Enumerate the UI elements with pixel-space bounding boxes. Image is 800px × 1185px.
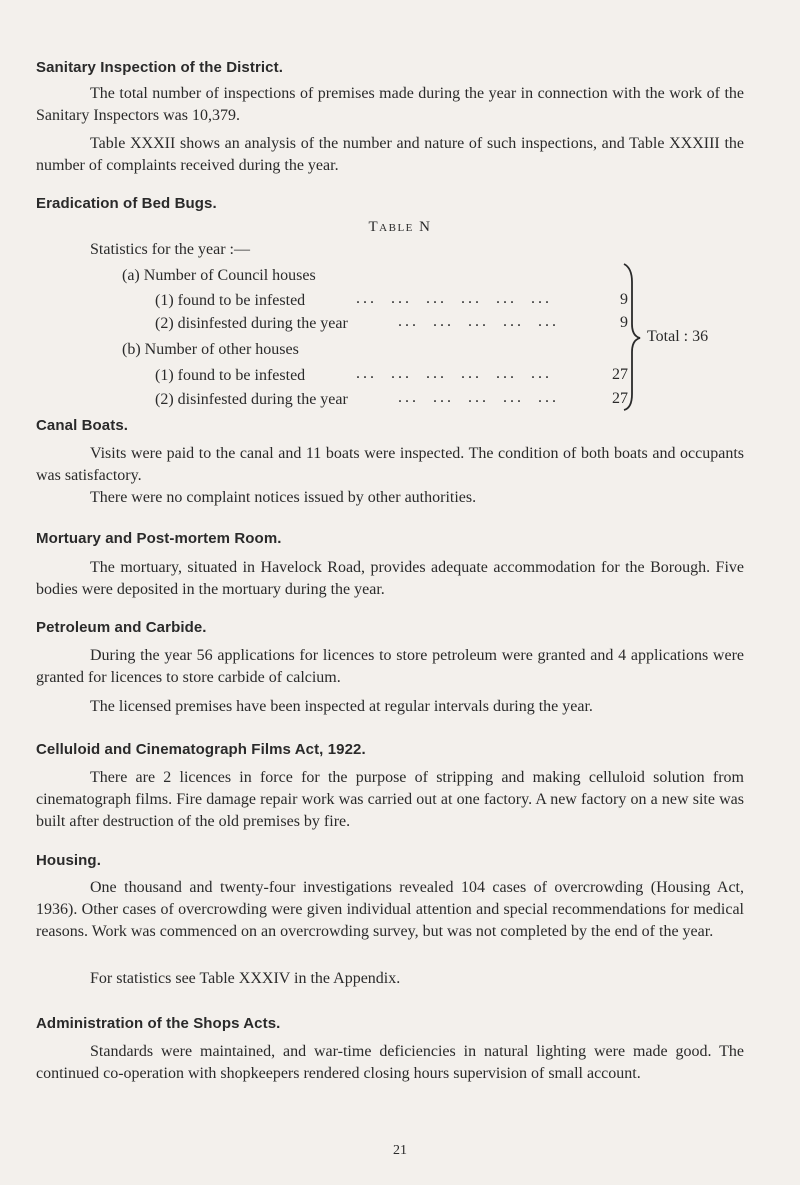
canal-paragraph-2 — [36, 487, 744, 509]
sanitary-paragraph-2 — [36, 133, 744, 177]
sanitary-paragraph-1 — [36, 83, 744, 127]
celluloid-paragraph-1 — [36, 767, 744, 833]
section-heading: Mortuary and Post-mortem Room. — [36, 530, 282, 547]
section-heading: Celluloid and Cinematograph Films Act, 1922. — [36, 741, 366, 758]
section-sanitary-inspection — [36, 59, 744, 76]
section-heading: Eradication of Bed Bugs. — [36, 195, 217, 212]
section-canal-boats — [36, 417, 744, 434]
paragraph: During the year 56 applications for licences to store petroleum were granted and 4 applications were granted for licences to store carbide of calcium. — [36, 647, 744, 686]
paragraph: There were no complaint notices issued by other authorities. — [90, 489, 477, 506]
section-heading: Sanitary Inspection of the District. — [36, 59, 283, 76]
stats-label: Statistics for the year :— — [90, 241, 250, 258]
row-other-disinfested: (2) disinfested during the year — [155, 391, 348, 408]
paragraph: The licensed premises have been inspected at regular intervals during the year. — [90, 698, 593, 715]
section-bed-bugs — [36, 195, 744, 212]
mortuary-paragraph-1 — [36, 557, 744, 601]
section-heading: Housing. — [36, 852, 101, 869]
paragraph: Visits were paid to the canal and 11 boats were inspected. The condition of both boats and occupants was satisfactory. — [36, 445, 744, 484]
section-heading: Petroleum and Carbide. — [36, 619, 207, 636]
row-other-houses: (b) Number of other houses — [122, 341, 299, 358]
paragraph: There are 2 licences in force for the purpose of stripping and making celluloid solution from cinematograph films. Fire damage repair work was carried out at one factory. A new factory on a new site was built after destruction of the old premises by fire. — [36, 769, 744, 830]
canal-paragraph-1 — [36, 443, 744, 487]
right-brace — [620, 262, 650, 412]
paragraph: The mortuary, situated in Havelock Road, provides adequate accommodation for the Borough. Five bodies were deposited in the mortuary during the year. — [36, 559, 744, 598]
section-housing — [36, 852, 744, 869]
value-council-disinfested: 9 — [620, 314, 628, 331]
leader-dots: ... ... ... ... ... ... — [356, 290, 552, 307]
housing-paragraph-1 — [36, 877, 744, 943]
leader-dots: ... ... ... ... ... — [398, 389, 559, 406]
leader-dots: ... ... ... ... ... ... — [356, 365, 552, 382]
leader-dots: ... ... ... ... ... — [398, 313, 559, 330]
total-label: Total : 36 — [647, 328, 709, 345]
section-petroleum — [36, 619, 744, 636]
paragraph: Standards were maintained, and war-time deficiencies in natural lighting were made good. The continued co-operation with shopkeepers rendered closing hours supervision of small account. — [36, 1043, 744, 1082]
section-heading: Canal Boats. — [36, 417, 129, 434]
row-council-disinfested: (2) disinfested during the year — [155, 315, 348, 332]
petroleum-paragraph-1 — [36, 645, 744, 689]
petroleum-paragraph-2 — [36, 696, 744, 718]
value-other-infested: 27 — [612, 366, 628, 383]
row-council-infested: (1) found to be infested — [155, 292, 306, 309]
page-number: 21 — [393, 1143, 407, 1158]
paragraph: Table XXXII shows an analysis of the number and nature of such inspections, and Table XXXIII the number of complaints received during the year. — [36, 135, 744, 174]
section-heading: Administration of the Shops Acts. — [36, 1015, 281, 1032]
row-other-infested: (1) found to be infested — [155, 367, 306, 384]
shops-paragraph-1 — [36, 1041, 744, 1085]
housing-paragraph-2 — [36, 968, 744, 990]
section-mortuary — [36, 530, 744, 547]
paragraph: For statistics see Table XXXIV in the Appendix. — [90, 970, 401, 987]
value-council-infested: 9 — [620, 291, 628, 308]
section-shops-acts — [36, 1015, 744, 1032]
row-council-houses: (a) Number of Council houses — [122, 267, 316, 284]
paragraph: The total number of inspections of premises made during the year in connection with the work of the Sanitary Inspectors was 10,379. — [36, 85, 744, 124]
table-title: Table N — [368, 219, 432, 235]
paragraph: One thousand and twenty-four investigations revealed 104 cases of overcrowding (Housing Act, 1936). Other cases of overcrowding were given individual attention and special recommendations for medical reasons. Work was commenced on an overcrowding survey, but was not completed by the end of the year. — [36, 879, 744, 940]
value-other-disinfested: 27 — [612, 390, 628, 407]
section-celluloid — [36, 741, 744, 758]
